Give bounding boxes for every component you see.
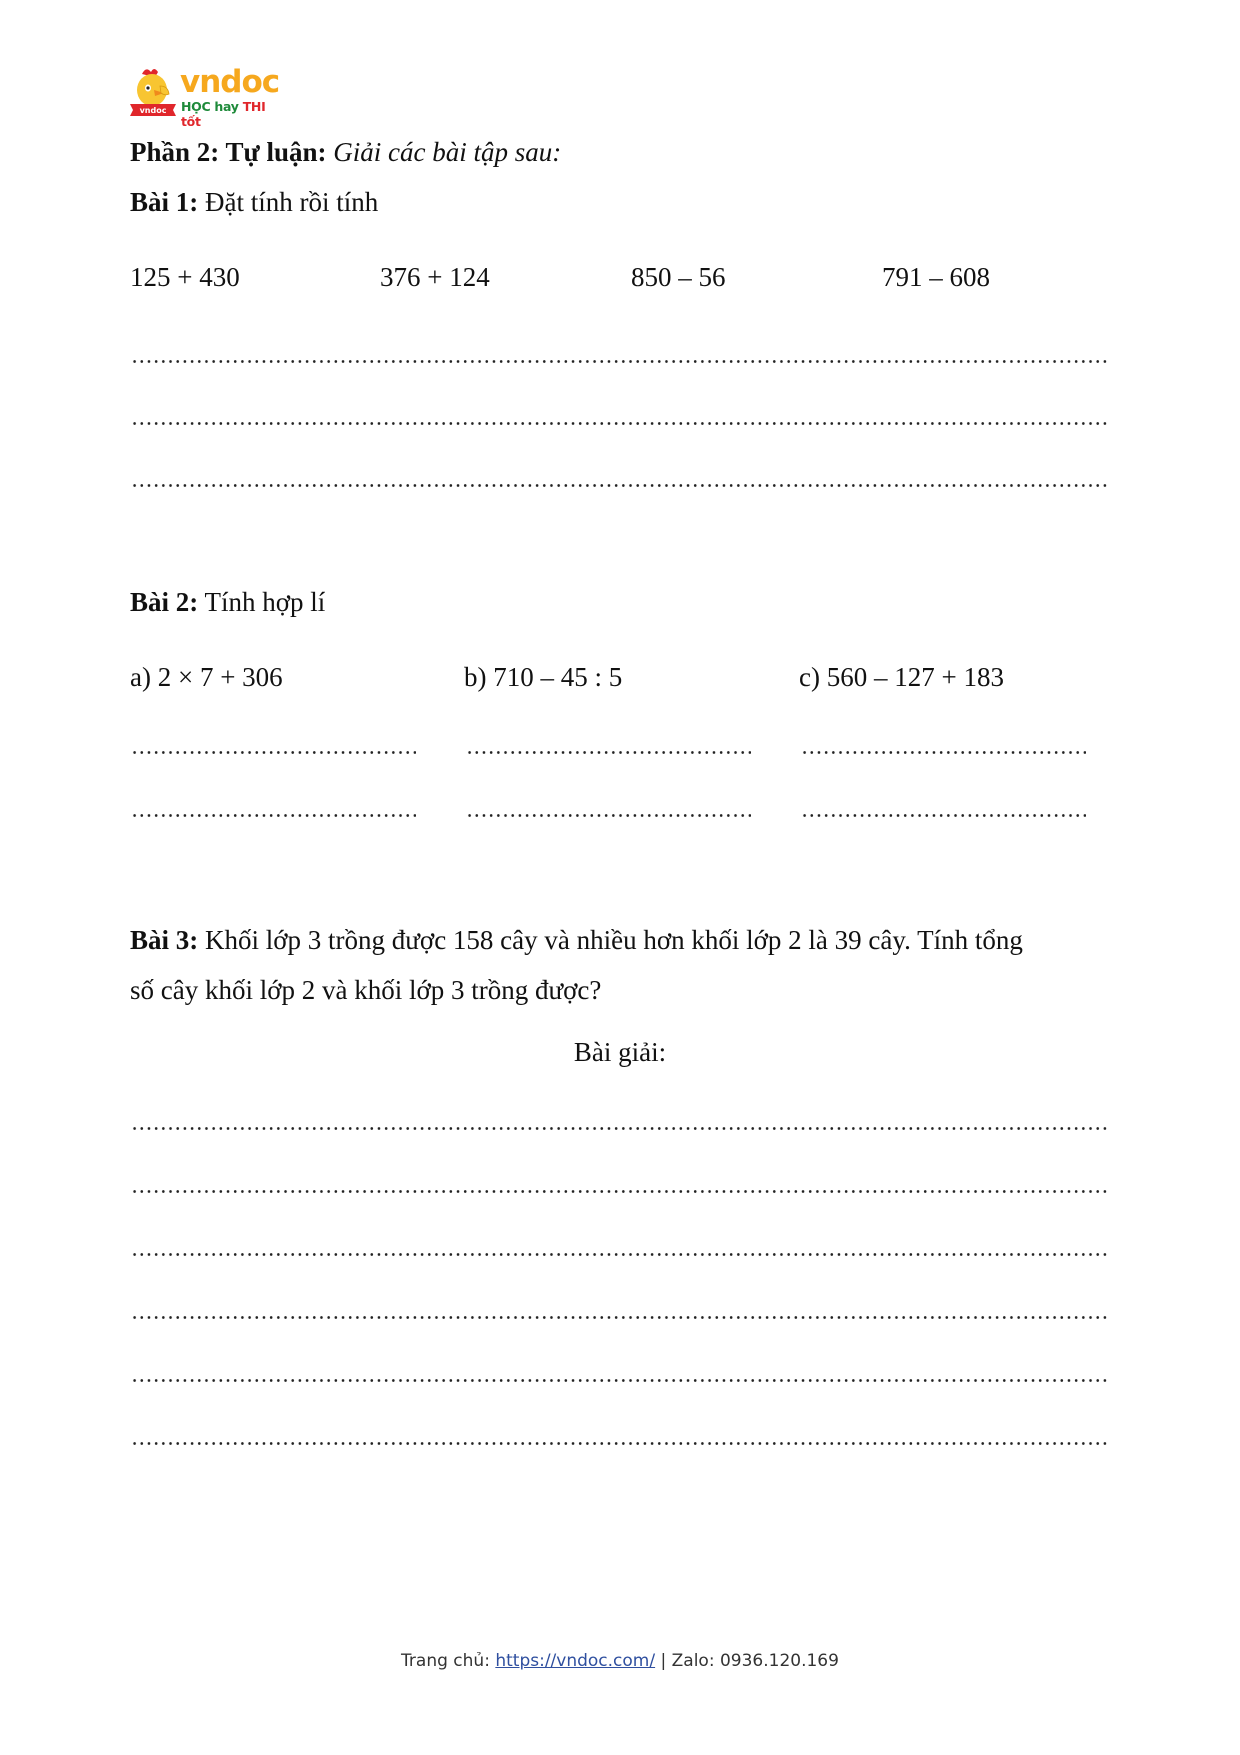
solution-heading: Bài giải: [573, 1037, 667, 1067]
exercise1-label: Bài 1: [130, 187, 199, 217]
vndoc-logo [128, 64, 288, 129]
exercise1-instruction: Đặt tính rồi tính [205, 187, 379, 217]
exercise1-problem-1: 125 + 430 [130, 262, 240, 292]
exercise3-answer-line-3[interactable] [131, 1253, 1109, 1256]
logo-tagline [181, 99, 288, 129]
page-footer [0, 1651, 1240, 1671]
exercise2-c-answer-line-2[interactable] [801, 814, 1086, 817]
section-title-bold: Phần 2: Tự luận: [130, 137, 327, 167]
exercise3-answer-line-1[interactable] [131, 1127, 1109, 1130]
tagline-part2: THI tốt [181, 99, 266, 129]
exercise3-text-line-2: số cây khối lớp 2 và khối lớp 3 trồng được? [130, 975, 602, 1005]
exercise3-text-1: Khối lớp 3 trồng được 158 cây và nhiều hơn khối lớp 2 là 39 cây. Tính tổng [205, 925, 1023, 955]
exercise1-heading [130, 189, 378, 216]
tagline-part1: HỌC hay [181, 99, 239, 114]
svg-text:vndoc: vndoc [139, 106, 167, 115]
exercise2-problem-c: c) 560 – 127 + 183 [799, 662, 1004, 692]
exercise3-answer-line-6[interactable] [131, 1442, 1109, 1445]
exercise3-answer-line-5[interactable] [131, 1379, 1109, 1382]
exercise1-problem-4: 791 – 608 [882, 262, 990, 292]
footer-home-link[interactable]: https://vndoc.com/ [495, 1651, 656, 1671]
logo-wordmark: vndoc [180, 64, 280, 100]
exercise3-answer-line-4[interactable] [131, 1316, 1109, 1319]
exercise3-text-line-1 [130, 927, 1023, 954]
exercise1-problem-3: 850 – 56 [631, 262, 726, 292]
exercise1-problem-2: 376 + 124 [380, 262, 490, 292]
exercise2-label: Bài 2: [130, 587, 199, 617]
exercise3-label: Bài 3: [130, 925, 199, 955]
exercise2-a-answer-line-1[interactable] [131, 751, 416, 754]
section-title-italic: Giải các bài tập sau: [333, 137, 562, 167]
exercise2-heading [130, 589, 325, 616]
footer-zalo: Zalo: 0936.120.169 [671, 1651, 839, 1671]
exercise1-answer-line-3[interactable] [131, 484, 1109, 487]
exercise1-answer-line-2[interactable] [131, 422, 1109, 425]
exercise2-a-answer-line-2[interactable] [131, 814, 416, 817]
exercise2-problem-b: b) 710 – 45 : 5 [464, 662, 623, 692]
exercise2-problem-a: a) 2 × 7 + 306 [130, 662, 283, 692]
exercise2-c-answer-line-1[interactable] [801, 751, 1086, 754]
footer-home-label: Trang chủ: [401, 1651, 490, 1671]
exercise1-answer-line-1[interactable] [131, 360, 1109, 363]
exercise3-answer-line-2[interactable] [131, 1190, 1109, 1193]
section-title [130, 139, 561, 166]
footer-separator: | [660, 1651, 667, 1671]
rooster-mascot-icon [128, 66, 178, 118]
exercise2-b-answer-line-2[interactable] [466, 814, 751, 817]
exercise2-instruction: Tính hợp lí [204, 587, 326, 617]
exercise2-b-answer-line-1[interactable] [466, 751, 751, 754]
